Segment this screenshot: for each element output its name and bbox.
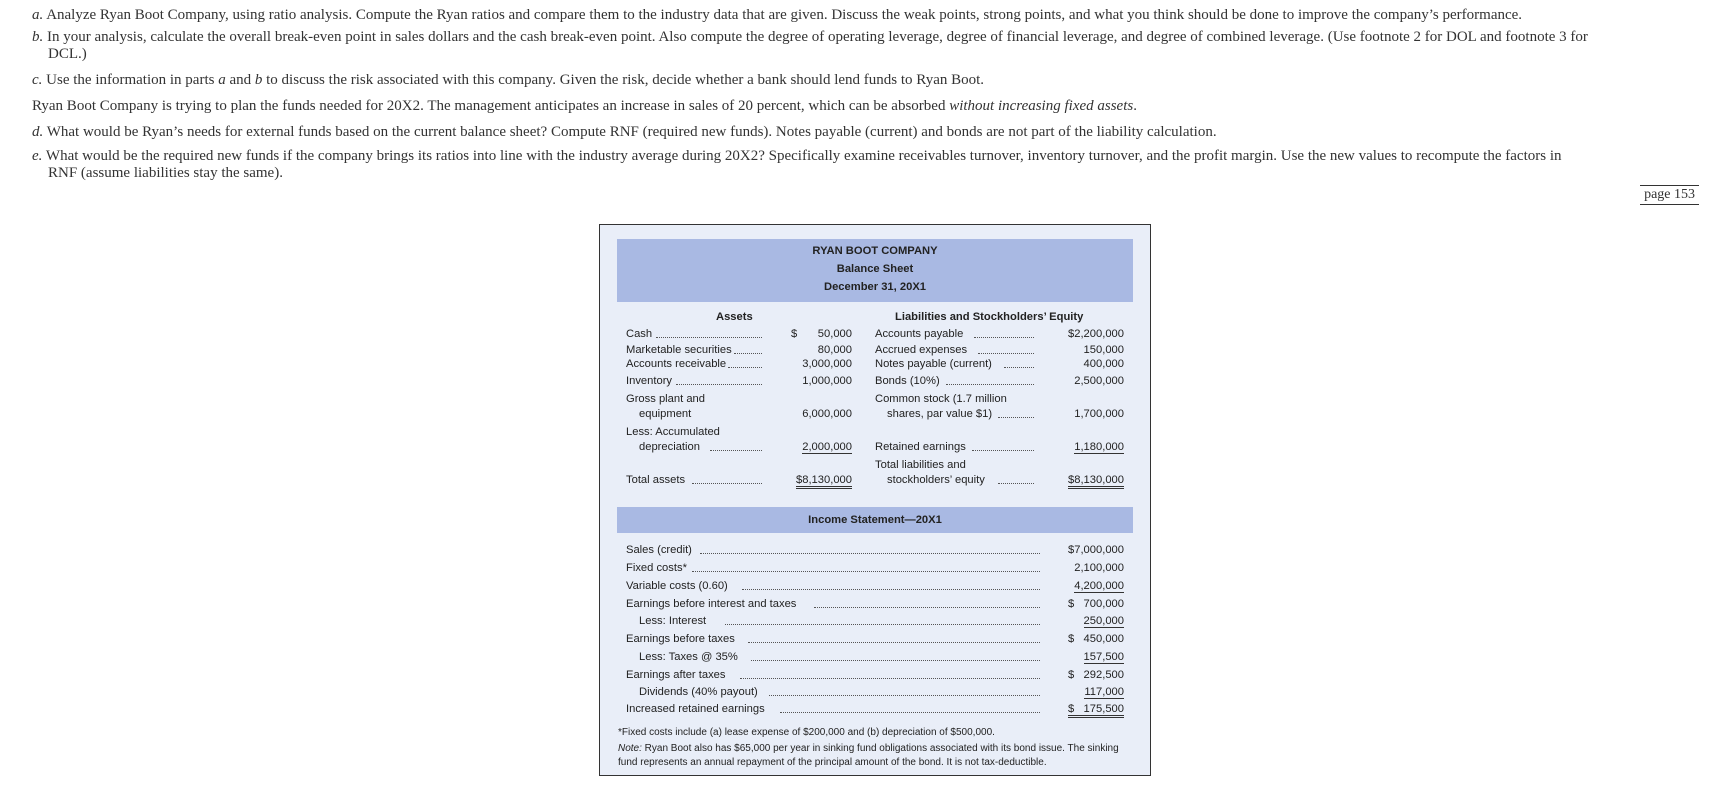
income-row-value	[1030, 632, 1124, 646]
total-liabilities-label-cont: stockholders’ equity	[887, 474, 985, 486]
note-text: Ryan Boot also has $65,000 per year in sinking fund obligations associated with its bond issue. The sinking fund represents an annual repayment of the principal amount of the bond. It is not tax-deductible.	[618, 743, 1119, 768]
leader-dots	[998, 416, 1034, 418]
income-row-value	[1030, 561, 1124, 575]
income-row-amount: 250,000	[1083, 615, 1124, 627]
common-stock-value: 1,700,000	[1074, 408, 1124, 420]
question-label: e.	[32, 148, 43, 164]
income-row-label: Earnings after taxes	[626, 669, 726, 681]
common-stock-label: Common stock (1.7 million	[875, 393, 1007, 405]
leader-dots	[780, 711, 1040, 713]
income-row-label: Less: Interest	[639, 615, 707, 627]
retained-earnings-amount: 1,180,000	[1074, 441, 1124, 453]
common-stock-label-cont: shares, par value $1)	[887, 408, 993, 420]
part-ref-b: b	[254, 72, 263, 88]
income-row-amount: 2,100,000	[1074, 562, 1124, 574]
gross-plant-label-cont: equipment	[639, 408, 692, 420]
income-row-value	[1030, 597, 1124, 611]
gross-plant-value: 6,000,000	[802, 408, 852, 420]
income-row-label: Dividends (40% payout)	[639, 686, 758, 698]
income-row-value	[1030, 650, 1124, 664]
accumulated-depreciation-value	[770, 440, 852, 454]
accrued-expenses-value: 150,000	[1083, 344, 1124, 356]
income-row-label: Earnings before taxes	[626, 633, 735, 645]
question-text-cont: DCL.)	[48, 46, 87, 62]
question-label: a.	[32, 7, 44, 23]
accumulated-depreciation-label-cont: depreciation	[639, 441, 700, 453]
leader-dots	[692, 570, 1040, 572]
accounts-payable-label: Accounts payable	[875, 328, 964, 340]
balance-sheet-title: Balance Sheet	[836, 263, 914, 275]
financial-statements	[599, 224, 1151, 776]
question-c	[32, 72, 1701, 89]
leader-dots	[734, 352, 762, 354]
question-text: In your analysis, calculate the overall break-even point in sales dollars and the cash break-even point. Also compute the degree of operating leverage, degree of financial leverage, and degree of combined leverage. (Use footnote 2 for DOL and footnote 3 for	[47, 29, 1588, 45]
total-liabilities-label: Total liabilities and	[875, 459, 966, 471]
income-row-amount: $ 175,500	[1068, 703, 1124, 718]
notes-payable-value: 400,000	[1083, 358, 1124, 370]
accounts-payable-value: $2,200,000	[1068, 328, 1124, 340]
accounts-receivable-value: 3,000,000	[802, 358, 852, 370]
cash-label: Cash	[626, 328, 653, 340]
leader-dots	[946, 383, 1034, 385]
marketable-securities-label: Marketable securities	[626, 344, 732, 356]
note-label: Note:	[618, 743, 642, 754]
leader-dots	[769, 694, 1040, 696]
income-row-amount: 117,000	[1084, 686, 1124, 698]
leader-dots	[814, 606, 1040, 608]
retained-earnings-value	[1030, 440, 1124, 454]
sinking-fund-note	[618, 742, 1123, 770]
inventory-label: Inventory	[626, 375, 673, 387]
total-assets-label: Total assets	[626, 474, 686, 486]
question-label: d.	[32, 124, 44, 140]
intro-text: Ryan Boot Company is trying to plan the funds needed for 20X2. The management anticipates an increase in sales of 20 percent, which can be absorbed	[32, 98, 950, 114]
leader-dots	[725, 623, 1040, 625]
balance-sheet-header	[617, 239, 1133, 302]
income-row-amount: $7,000,000	[1068, 544, 1124, 556]
income-row-amount: $ 450,000	[1068, 633, 1124, 645]
question-text-pre: Use the information in parts	[46, 72, 219, 88]
income-row-value	[1030, 685, 1124, 699]
total-assets-amount: $8,130,000	[796, 474, 852, 489]
bonds-value: 2,500,000	[1074, 375, 1124, 387]
page-reference: page 153	[1640, 185, 1699, 205]
bonds-label: Bonds (10%)	[875, 375, 940, 387]
income-row-value	[1030, 614, 1124, 628]
question-text-mid: and	[225, 72, 255, 88]
leader-dots	[998, 482, 1034, 484]
income-statement-title: Income Statement—20X1	[808, 514, 942, 526]
leader-dots	[728, 366, 762, 368]
income-row-label: Sales (credit)	[626, 544, 692, 556]
gross-plant-label: Gross plant and	[626, 393, 705, 405]
question-text-post: to discuss the risk associated with this company. Given the risk, decide whether a bank should lend funds to Ryan Boot.	[262, 72, 985, 88]
fixed-costs-footnote: *Fixed costs include (a) lease expense of $200,000 and (b) depreciation of $500,000.	[618, 727, 995, 738]
leader-dots	[710, 449, 762, 451]
cash-value: 50,000	[817, 328, 852, 340]
income-row-label: Earnings before interest and taxes	[626, 598, 797, 610]
part-ref-a: a	[218, 72, 226, 88]
marketable-securities-value: 80,000	[817, 344, 852, 356]
leader-dots	[972, 449, 1034, 451]
question-b	[32, 29, 1701, 63]
income-row-amount: 157,500	[1083, 651, 1124, 663]
income-row-amount: $ 292,500	[1068, 669, 1124, 681]
question-a	[32, 7, 1701, 24]
inventory-value: 1,000,000	[802, 375, 852, 387]
total-liabilities-amount: $8,130,000	[1068, 474, 1124, 489]
accumulated-depreciation-label: Less: Accumulated	[626, 426, 720, 438]
income-statement-header	[617, 507, 1133, 533]
leader-dots	[676, 383, 762, 385]
question-d	[32, 124, 1701, 141]
notes-payable-label: Notes payable (current)	[875, 358, 992, 370]
leader-dots	[978, 352, 1034, 354]
dollar-sign: $	[791, 328, 798, 340]
income-row-value	[1030, 543, 1124, 557]
leader-dots	[751, 659, 1040, 661]
income-row-value	[1030, 668, 1124, 682]
question-label: b.	[32, 29, 44, 45]
question-text: What would be the required new funds if the company brings its ratios into line with the industry average during 20X2? Specifically examine receivables turnover, inventory turnover, and the profit margin. Use the new values to recompute the factors in	[45, 148, 1562, 164]
intro-end: .	[1133, 98, 1137, 114]
question-e	[32, 148, 1701, 182]
company-name: RYAN BOOT COMPANY	[812, 245, 938, 257]
intro-paragraph	[32, 98, 1701, 115]
leader-dots	[740, 677, 1040, 679]
income-row-value	[1030, 579, 1124, 593]
balance-sheet-date: December 31, 20X1	[824, 281, 926, 293]
leader-dots	[692, 482, 762, 484]
question-text-cont: RNF (assume liabilities stay the same).	[48, 165, 283, 181]
leader-dots	[748, 641, 1040, 643]
leader-dots	[656, 336, 762, 338]
accumulated-depreciation-amount: 2,000,000	[802, 441, 852, 453]
assets-header: Assets	[716, 311, 753, 323]
liabilities-header: Liabilities and Stockholders’ Equity	[895, 311, 1084, 323]
question-text: What would be Ryan’s needs for external funds based on the current balance sheet? Compute RNF (required new funds). Notes payable (current) and bonds are not part of the liability calculation.	[46, 124, 1217, 140]
income-row-amount: 4,200,000	[1074, 580, 1124, 592]
question-label: c.	[32, 72, 43, 88]
total-assets-value	[770, 473, 852, 487]
leader-dots	[742, 588, 1040, 590]
question-text: Analyze Ryan Boot Company, using ratio analysis. Compute the Ryan ratios and compare them to the industry data that are given. Discuss the weak points, strong points, and what you think should be done to improve the company’s performance.	[46, 7, 1523, 23]
retained-earnings-label: Retained earnings	[875, 441, 966, 453]
leader-dots	[974, 336, 1034, 338]
income-row-label: Fixed costs*	[626, 562, 687, 574]
total-liabilities-value	[1030, 473, 1124, 487]
leader-dots	[700, 552, 1040, 554]
income-row-label: Increased retained earnings	[626, 703, 765, 715]
intro-emphasis: without increasing fixed assets	[949, 98, 1134, 114]
income-row-value	[1030, 702, 1124, 716]
accrued-expenses-label: Accrued expenses	[875, 344, 968, 356]
income-row-label: Less: Taxes @ 35%	[639, 651, 738, 663]
income-row-amount: $ 700,000	[1068, 598, 1124, 610]
accounts-receivable-label: Accounts receivable	[626, 358, 727, 370]
income-row-label: Variable costs (0.60)	[626, 580, 728, 592]
